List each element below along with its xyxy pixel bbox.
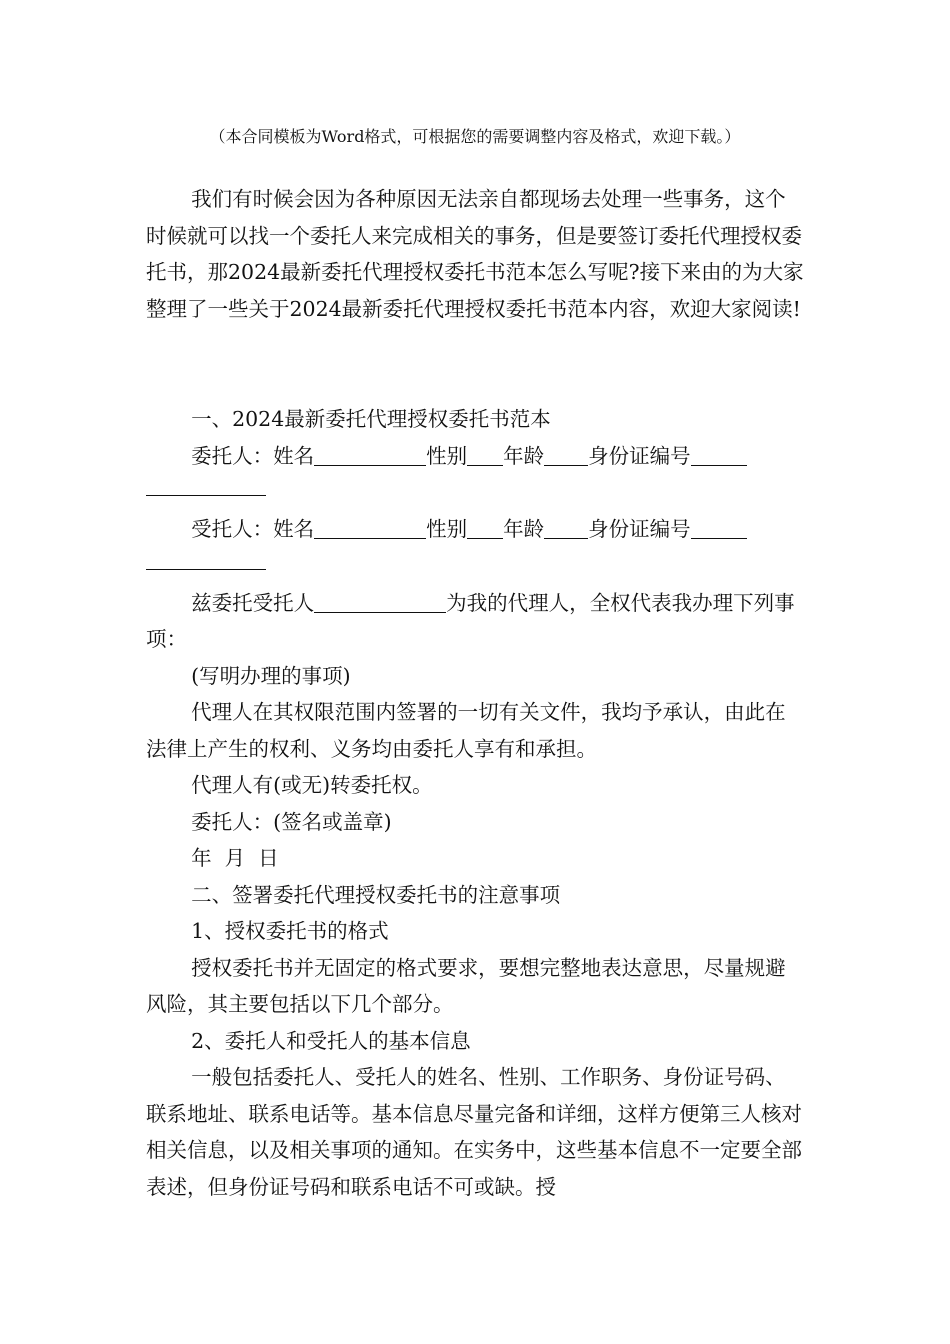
agent-id-blank	[691, 518, 747, 540]
appointment-paragraph	[146, 585, 806, 658]
item1-title: 1、授权委托书的格式	[191, 919, 389, 943]
principal-line	[146, 438, 806, 475]
principal-name-label: 委托人：姓名	[191, 443, 315, 468]
agent-id-label: 身份证编号	[588, 517, 691, 541]
signature-line: 委托人：(签名或盖章)	[191, 809, 392, 834]
principal-id-label: 身份证编号	[588, 443, 691, 468]
principal-id-blank-continued	[146, 474, 266, 496]
agent-line	[146, 511, 806, 548]
document-body	[146, 401, 806, 1205]
principal-gender-label: 性别	[426, 443, 468, 468]
date-line: 年 月 日	[191, 846, 279, 870]
item1-body: 授权委托书并无固定的格式要求，要想完整地表达意思，尽量规避风险，其主要包括以下几个部分。	[146, 955, 786, 1016]
matters-line: (写明办理的事项)	[191, 663, 351, 688]
principal-id-blank	[691, 444, 747, 466]
item2-body: 一般包括委托人、受托人的姓名、性别、工作职务、身份证号码、联系地址、联系电话等。基本信息尽量完备和详细，这样方便第三人核对相关信息，以及相关事项的通知。在实务中，这些基本信息不一定要全部表述，但身份证号码和联系电话不可或缺。授	[146, 1065, 802, 1199]
intro-block	[146, 181, 806, 327]
section1-title: 一、2024最新委托代理授权委托书范本	[191, 407, 551, 431]
appointment-prefix: 兹委托受托人	[191, 590, 315, 615]
item2-title: 2、委托人和受托人的基本信息	[191, 1028, 471, 1053]
agent-name-label: 受托人：姓名	[191, 517, 315, 541]
agent-age-label: 年龄	[503, 517, 545, 541]
principal-age-label: 年龄	[503, 443, 545, 468]
agent-gender-label: 性别	[426, 517, 468, 541]
agent-age-blank	[544, 518, 588, 540]
agent-name-blank	[314, 518, 426, 540]
appointee-blank	[314, 591, 446, 613]
principal-age-blank	[544, 444, 588, 466]
section2-title: 二、签署委托代理授权委托书的注意事项	[191, 882, 561, 907]
sub-delegation-line: 代理人有(或无)转委托权。	[191, 773, 433, 797]
acknowledge-paragraph: 代理人在其权限范围内签署的一切有关文件，我均予承认，由此在法律上产生的权利、义务均由委托人享有和承担。	[146, 700, 786, 761]
agent-id-blank-continued	[146, 548, 266, 570]
principal-name-blank	[314, 444, 426, 466]
intro-paragraph: 我们有时候会因为各种原因无法亲自都现场去处理一些事务，这个时候就可以找一个委托人来完成相关的事务，但是要签订委托代理授权委托书，那2024最新委托代理授权委托书范本怎么写呢?接下来由的为大家整理了一些关于2024最新委托代理授权委托书范本内容，欢迎大家阅读!	[146, 187, 804, 321]
template-note: （本合同模板为Word格式，可根据您的需要调整内容及格式，欢迎下载。）	[209, 127, 741, 146]
appointment-suffix: 为我的代理人，全权代表我办理下列事项：	[146, 590, 795, 651]
principal-gender-blank	[467, 444, 503, 466]
agent-gender-blank	[467, 518, 503, 540]
